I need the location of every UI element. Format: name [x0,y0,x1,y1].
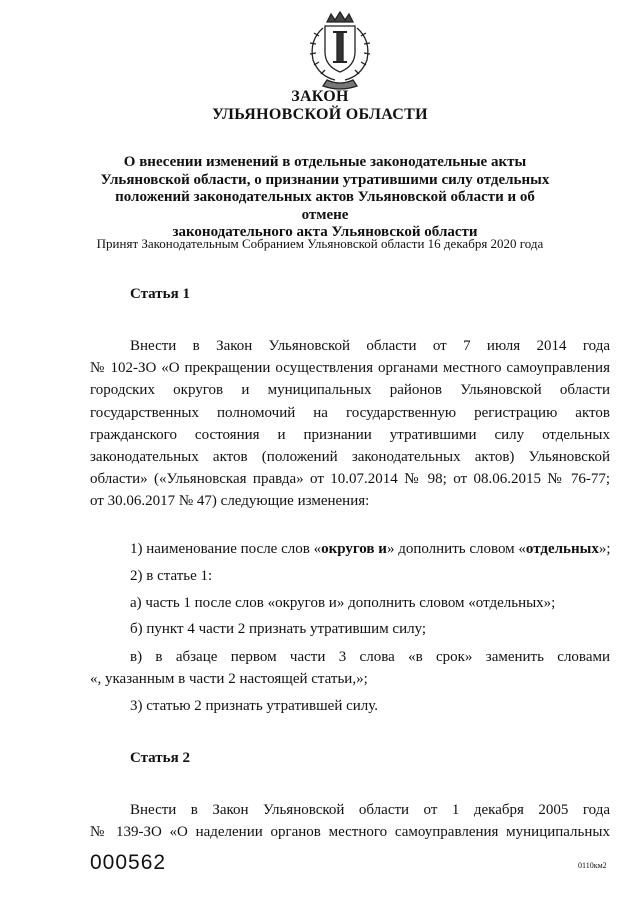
article-2-heading: Статья 2 [130,750,190,766]
paragraph-line: № 139-ЗО «О наделении органов местного самоуправления муниципальных [90,824,610,841]
paragraph-line: городских округов и муниципальных районов Ульяновской области [90,382,610,399]
form-code: 0110км2 [578,861,607,870]
list-item-3: 3) статью 2 признать утратившей силу. [130,698,379,714]
law-title-line1: ЗАКОН [291,88,349,105]
paragraph-line: государственных полномочий на государственную регистрацию актов [90,404,610,421]
paragraph-line: законодательных актов (положений законодательных актов) Ульяновской [90,449,610,466]
subject-line: О внесении изменений в отдельные законодательные акты [123,154,527,170]
adoption-note: Принят Законодательным Собранием Ульяновской области 16 декабря 2020 года [96,236,544,251]
list-item-a: а) часть 1 после слов «округов и» дополнить словом «отдельных»; [130,595,556,611]
paragraph-line: «, указанным в части 2 настоящей статьи,»; [90,671,368,688]
article-2-paragraph [90,799,610,843]
article-1-paragraph [90,335,610,513]
list-item-1: 1) наименование после слов «округов и» дополнить словом «отдельных»; [130,541,611,557]
law-subject [90,154,560,242]
document-number-stamp: 000562 [90,851,167,874]
law-title-line2: УЛЬЯНОВСКОЙ ОБЛАСТИ [212,106,428,123]
paragraph-line: Внести в Закон Ульяновской области от 1 декабря 2005 года [130,802,610,818]
paragraph-line: гражданского состояния и признании утратившими силу отдельных [90,426,610,443]
subject-line: положений законодательных актов Ульяновской области и об отмене [115,189,535,223]
list-item-c [90,646,610,690]
paragraph-line: № 102-ЗО «О прекращении осуществления органами местного самоуправления [90,360,610,377]
subject-line: законодательного акта Ульяновской области [172,224,478,240]
paragraph-line: Внести в Закон Ульяновской области от 7 июля 2014 года [130,338,610,354]
paragraph-line: от 30.06.2017 № 47) следующие изменения: [90,493,370,510]
paragraph-line: области» («Ульяновская правда» от 10.07.2014 № 98; от 08.06.2015 № 76-77; [90,471,610,488]
coat-of-arms-icon [297,10,383,90]
list-item-b: б) пункт 4 части 2 признать утратившим силу; [130,621,427,637]
law-title [0,88,640,124]
paragraph-line: в) в абзаце первом части 3 слова «в срок» заменить словами [130,649,610,665]
subject-line: Ульяновской области, о признании утратившими силу отдельных [100,171,550,188]
list-item-2: 2) в статье 1: [130,568,213,584]
article-1-heading: Статья 1 [130,286,190,302]
